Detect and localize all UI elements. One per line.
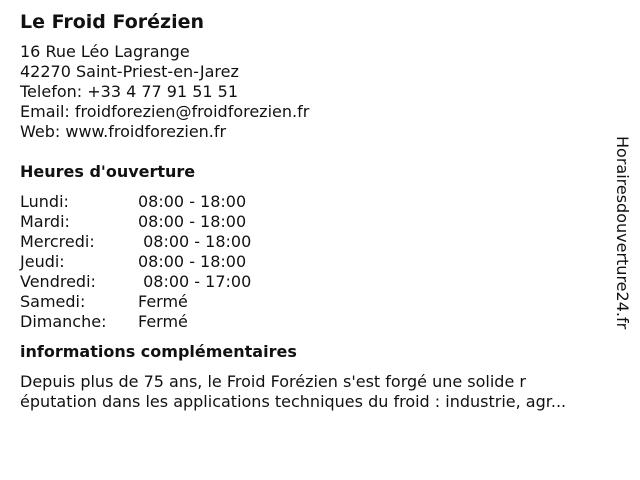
day-label: Dimanche: bbox=[20, 312, 107, 331]
business-card bbox=[20, 10, 610, 412]
day-label: Mardi: bbox=[20, 212, 70, 231]
address-street: 16 Rue Léo Lagrange bbox=[20, 42, 190, 61]
hours-row-wednesday bbox=[20, 232, 610, 252]
time-value: 08:00 - 18:00 bbox=[138, 192, 247, 211]
day-label: Lundi: bbox=[20, 192, 69, 211]
hours-row-saturday bbox=[20, 292, 610, 312]
additional-info-heading: informations complémentaires bbox=[20, 342, 297, 361]
business-name: Le Froid Forézien bbox=[20, 11, 205, 33]
hours-row-sunday bbox=[20, 312, 610, 332]
email-line: Email: froidforezien@froidforezien.fr bbox=[20, 102, 310, 121]
time-value: 08:00 - 17:00 bbox=[138, 272, 252, 291]
opening-hours-table bbox=[20, 192, 610, 332]
website-line: Web: www.froidforezien.fr bbox=[20, 122, 227, 141]
day-label: Mercredi: bbox=[20, 232, 95, 251]
hours-row-monday bbox=[20, 192, 610, 212]
phone-line: Telefon: +33 4 77 91 51 51 bbox=[20, 82, 239, 101]
time-value: 08:00 - 18:00 bbox=[138, 252, 247, 271]
time-value: Fermé bbox=[138, 312, 188, 331]
description-line-2: éputation dans les applications techniques du froid : industrie, agr... bbox=[20, 392, 567, 411]
hours-row-tuesday bbox=[20, 212, 610, 232]
hours-row-thursday bbox=[20, 252, 610, 272]
address-city: 42270 Saint-Priest-en-Jarez bbox=[20, 62, 239, 81]
time-value: 08:00 - 18:00 bbox=[138, 212, 247, 231]
day-label: Jeudi: bbox=[20, 252, 65, 271]
time-value: Fermé bbox=[138, 292, 188, 311]
site-watermark: Horairesdouverture24.fr bbox=[613, 136, 632, 330]
day-label: Vendredi: bbox=[20, 272, 96, 291]
opening-hours-heading: Heures d'ouverture bbox=[20, 162, 196, 181]
time-value: 08:00 - 18:00 bbox=[138, 232, 252, 251]
description-line-1: Depuis plus de 75 ans, le Froid Forézien s'est forgé une solide r bbox=[20, 372, 526, 391]
day-label: Samedi: bbox=[20, 292, 86, 311]
hours-row-friday bbox=[20, 272, 610, 292]
